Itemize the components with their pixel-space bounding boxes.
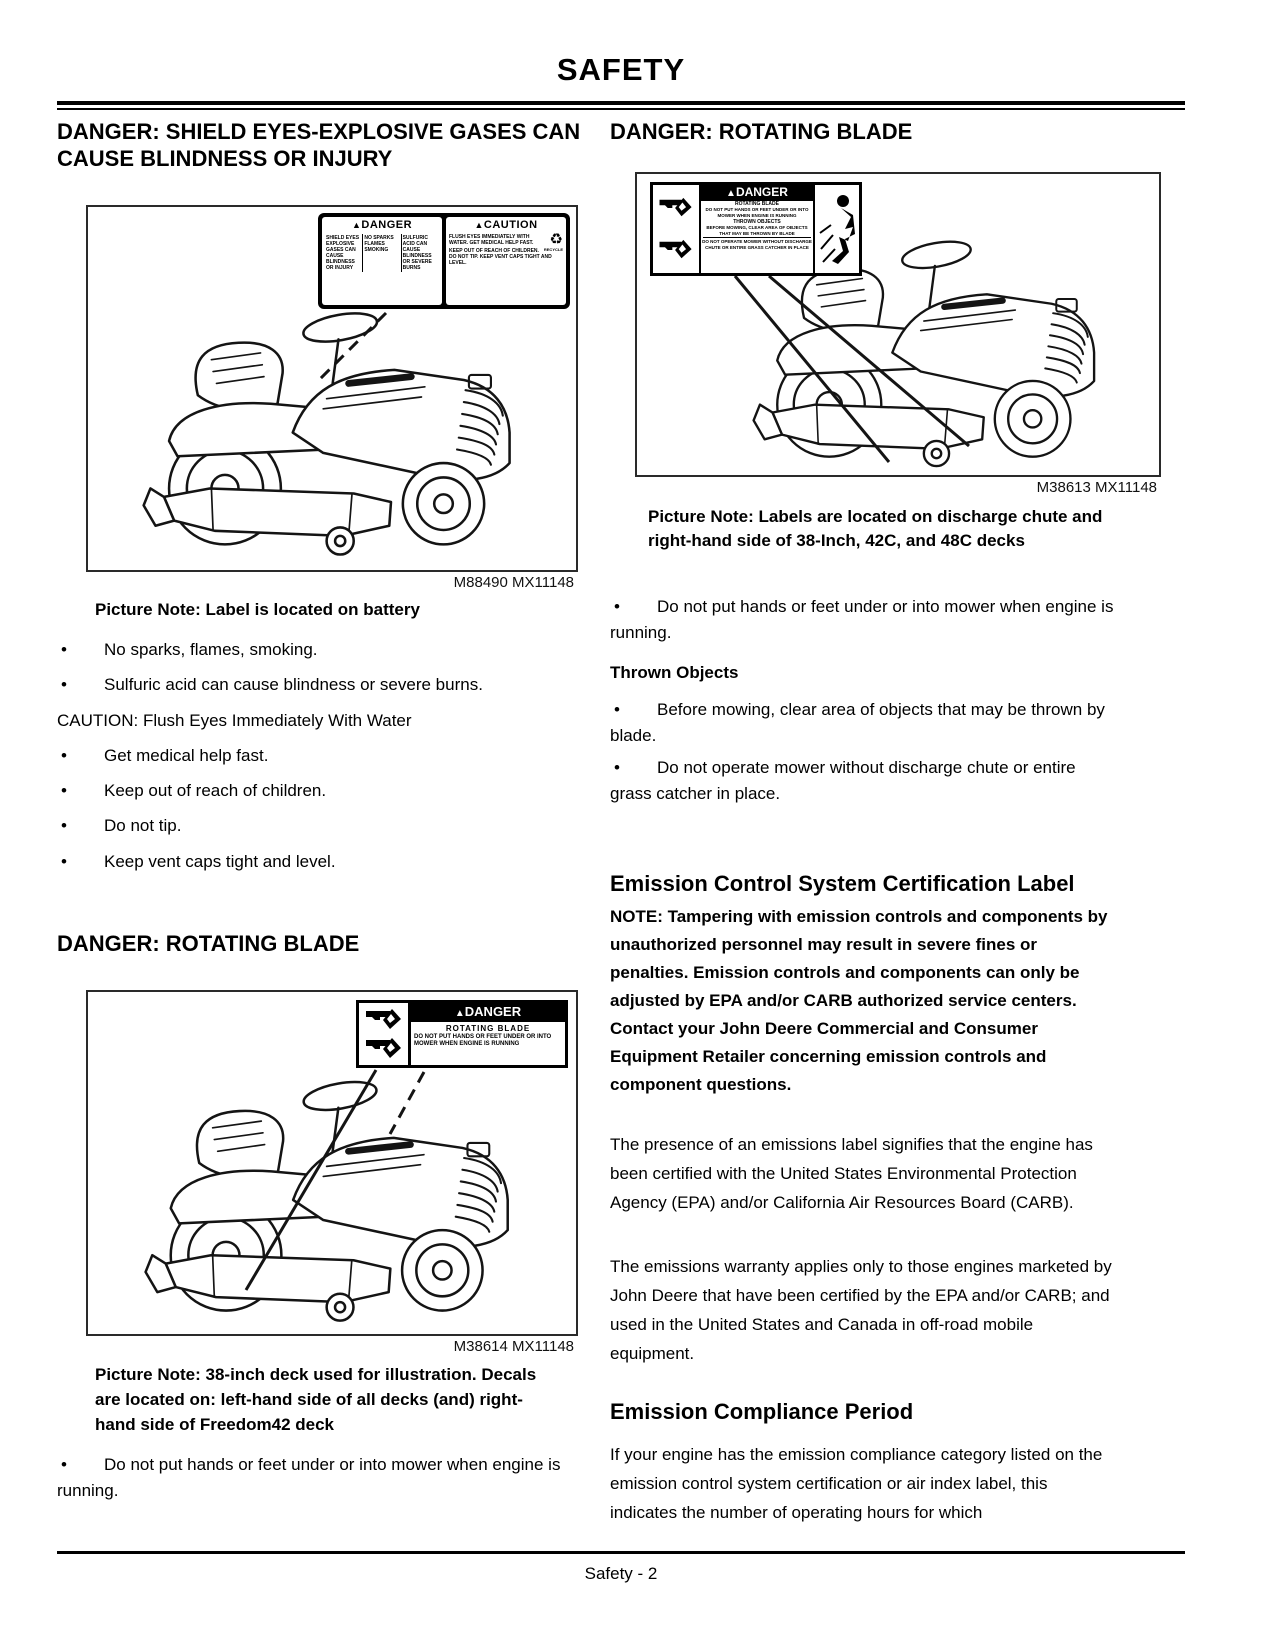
label-clear-area: BEFORE MOWING, CLEAR AREA OF OBJECTS THAT MAY BE THROWN BY BLADE xyxy=(706,225,808,236)
bullet-icon: • xyxy=(61,781,67,800)
bullet-icon: • xyxy=(61,675,67,694)
caution-flush-eyes: FLUSH EYES IMMEDIATELY WITH WATER. GET MEDICAL HELP FAST. xyxy=(449,234,534,246)
header-rule-thick xyxy=(57,101,1185,105)
list-item xyxy=(57,778,563,804)
picture-note-38-inch-deck: Picture Note: 38-inch deck used for illustration. Decals are located on: left-hand side of all decks (and) right-hand side of Freedom42 deck xyxy=(95,1365,537,1434)
picture-note-discharge-chute: Picture Note: Labels are located on discharge chute and right-hand side of 38-Inch, 42C, and 48C decks xyxy=(648,507,1103,550)
picture-note-battery: Picture Note: Label is located on battery xyxy=(95,600,420,619)
heading-rotating-blade-right: DANGER: ROTATING BLADE xyxy=(610,119,913,144)
label-thrown-objects: THROWN OBJECTS xyxy=(733,219,781,225)
danger-band: ▲DANGER xyxy=(701,185,813,201)
blade-pictograms xyxy=(359,1003,411,1065)
list-item xyxy=(57,849,563,875)
bullet-icon: • xyxy=(61,746,67,765)
list-item xyxy=(57,813,563,839)
running-person-icon xyxy=(817,189,857,269)
list-item-text: Do not operate mower without discharge chute or entire grass catcher in place. xyxy=(610,758,1076,803)
footer-rule xyxy=(57,1551,1185,1554)
warning-triangle-icon: ▲ xyxy=(474,220,484,230)
warning-triangle-icon: ▲ xyxy=(726,188,736,199)
list-item-text: No sparks, flames, smoking. xyxy=(104,640,318,659)
callout-dashed-line xyxy=(390,1072,424,1134)
figure-battery-tractor xyxy=(86,205,578,572)
bullet-icon: • xyxy=(614,597,620,616)
label-divider xyxy=(703,237,811,238)
bullet-icon: • xyxy=(61,852,67,871)
bullet-icon: • xyxy=(614,700,620,719)
page-footer: Safety - 2 xyxy=(584,1564,658,1583)
list-item-text: Get medical help fast. xyxy=(104,746,269,765)
list-item xyxy=(610,697,1118,749)
heading-shield-eyes: DANGER: SHIELD EYES-EXPLOSIVE GASES CAN CAUSE BLINDNESS OR INJURY xyxy=(57,119,581,171)
bullet-icon: • xyxy=(61,640,67,659)
figure-caption-m38613: M38613 MX11148 xyxy=(1036,479,1157,496)
bullet-icon: • xyxy=(61,816,67,835)
label-rotating-blade: ROTATING BLADE xyxy=(735,201,779,207)
warning-triangle-icon: ▲ xyxy=(351,220,362,230)
list-item-text: Before mowing, clear area of objects that may be thrown by blade. xyxy=(610,700,1105,745)
danger-panel xyxy=(322,217,442,305)
figure-rotating-blade-tractor xyxy=(86,990,578,1336)
thrown-object-person-pictogram xyxy=(815,185,859,273)
warning-triangle-icon: ▲ xyxy=(454,1008,465,1019)
danger-band: ▲DANGER xyxy=(411,1003,565,1022)
caution-flush-line: CAUTION: Flush Eyes Immediately With Water xyxy=(57,711,412,730)
heading-emission-control: Emission Control System Certification Label xyxy=(610,871,1075,896)
emission-warranty-paragraph: The emissions warranty applies only to those engines marketed by John Deere that have been certified by the EPA and/or CARB; and used in the United States and Canada in off-road mobile equipment. xyxy=(610,1257,1112,1363)
recycle-label: RECYCLE xyxy=(543,247,563,252)
rotating-blade-label xyxy=(356,1000,568,1068)
bullet-icon: • xyxy=(61,1455,67,1474)
heading-rotating-blade-left: DANGER: ROTATING BLADE xyxy=(57,931,360,956)
label-hands-feet: DO NOT PUT HANDS OR FEET UNDER OR INTO MOWER WHEN ENGINE IS RUNNING xyxy=(705,207,809,218)
danger-col-shield-eyes: SHIELD EYES EXPLOSIVE GASES CAN CAUSE BLINDNESS OR INJURY xyxy=(326,235,360,271)
header-rule-thin xyxy=(57,108,1185,110)
blade-hand-icon xyxy=(657,197,695,219)
list-item-text: Do not put hands or feet under or into mower when engine is running. xyxy=(610,597,1114,642)
emission-presence-paragraph: The presence of an emissions label signifies that the engine has been certified with the United States Environmental Protection Agency (EPA) and/or California Air Resources Board (CARB). xyxy=(610,1135,1093,1212)
bullet-icon: • xyxy=(614,758,620,777)
list-item-text: Sulfuric acid can cause blindness or severe burns. xyxy=(104,675,483,694)
heading-emission-compliance: Emission Compliance Period xyxy=(610,1399,914,1424)
caution-panel-title: ▲CAUTION xyxy=(474,219,538,231)
blade-foot-icon xyxy=(364,1037,404,1061)
list-item xyxy=(57,672,563,698)
list-item-text: Do not tip. xyxy=(104,816,182,835)
figure-discharge-chute-tractor xyxy=(635,172,1161,477)
label-discharge-chute: DO NOT OPERATE MOWER WITHOUT DISCHARGE CHUTE OR ENTIRE GRASS CATCHER IN PLACE xyxy=(702,239,812,250)
thrown-objects-heading: Thrown Objects xyxy=(610,663,739,682)
list-item xyxy=(57,1452,563,1504)
figure-caption-m88490: M88490 MX11148 xyxy=(453,574,574,591)
list-item-text: Keep out of reach of children. xyxy=(104,781,327,800)
battery-warning-label xyxy=(318,213,570,309)
emission-compliance-paragraph: If your engine has the emission compliance category listed on the emission control system certification or air index label, this indicates the number of operating hours for which xyxy=(610,1445,1103,1522)
blade-foot-icon xyxy=(657,239,695,261)
list-item-text: Keep vent caps tight and level. xyxy=(104,852,336,871)
blade-pictograms xyxy=(653,185,701,273)
recycle-icon: ♻ xyxy=(549,231,563,248)
emission-note-paragraph: NOTE: Tampering with emission controls and components by unauthorized personnel may result in severe fines or penalties. Emission controls and components can only be adjusted by EPA and/or CARB authorized service centers. Contact your John Deere Commercial and Consumer Equipment Retailer concerning emission controls and component questions. xyxy=(610,907,1108,1094)
thrown-objects-label xyxy=(650,182,862,276)
blade-hand-icon xyxy=(364,1008,404,1032)
page-title: SAFETY xyxy=(556,52,686,87)
danger-col-no-sparks: NO SPARKS FLAMES SMOKING xyxy=(362,234,400,272)
rotating-blade-warning-text: DO NOT PUT HANDS OR FEET UNDER OR INTO MOWER WHEN ENGINE IS RUNNING xyxy=(414,1034,552,1047)
figure-caption-m38614: M38614 MX11148 xyxy=(453,1338,574,1355)
list-item-text: Do not put hands or feet under or into mower when engine is running. xyxy=(57,1455,561,1500)
caution-panel xyxy=(446,217,566,305)
list-item xyxy=(610,594,1118,646)
caution-keep-out: KEEP OUT OF REACH OF CHILDREN. DO NOT TIP. KEEP VENT CAPS TIGHT AND LEVEL. xyxy=(449,248,552,266)
danger-panel-title: ▲DANGER xyxy=(351,219,413,231)
list-item xyxy=(610,755,1118,807)
list-item xyxy=(57,743,563,769)
danger-col-sulfuric: SULFURIC ACID CAN CAUSE BLINDNESS OR SEVERE BURNS xyxy=(401,234,439,272)
list-item xyxy=(57,637,563,663)
rotating-blade-subtitle: ROTATING BLADE xyxy=(445,1024,531,1033)
